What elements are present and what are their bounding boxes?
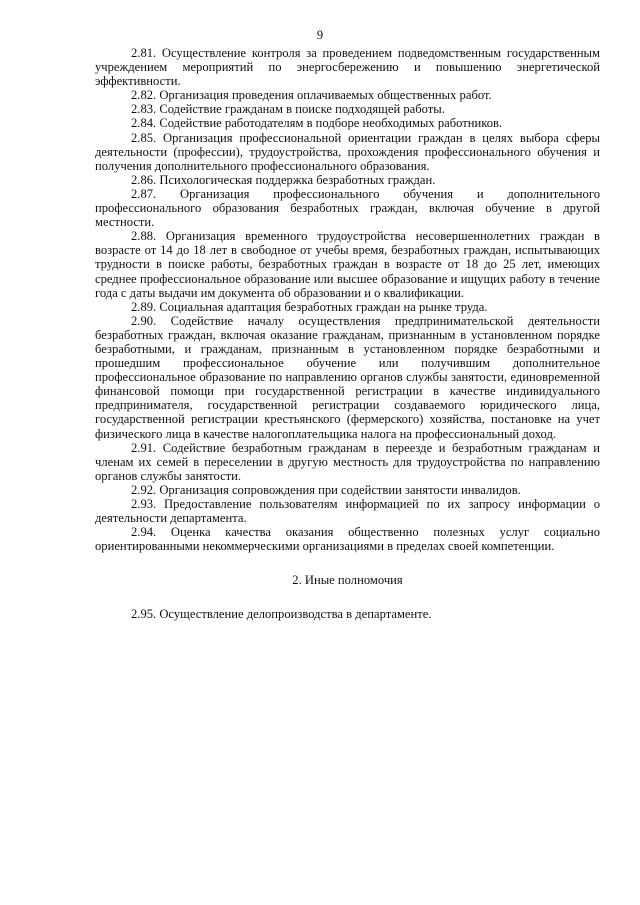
item-2-92: 2.92. Организация сопровождения при содействии занятости инвалидов. — [131, 482, 521, 497]
item-2-84: 2.84. Содействие работодателям в подборе необходимых работников. — [131, 116, 503, 131]
item-2-86: 2.86. Психологическая поддержка безработных граждан. — [131, 172, 436, 187]
item-2-88: 2.88. Организация временного трудоустройства несовершеннолетних граждан в возрасте от 14 до 18 лет в свободное от учебы время, безработных граждан, испытывающих трудности в поиске работы, безработных граждан в возрасте от 18 до 25 лет, имеющих среднее профессиональное образование или высшее образование и ищущих работу в течение года с даты выдачи им документа об образовании и о квалификации. — [95, 229, 600, 300]
item-2-83: 2.83. Содействие гражданам в поиске подходящей работы. — [131, 102, 445, 117]
item-2-94: 2.94. Оценка качества оказания общественно полезных услуг социально ориентированными некоммерческими организациями в пределах своей компетенции. — [95, 525, 600, 554]
document-body — [95, 46, 600, 622]
item-2-91: 2.91. Содействие безработным гражданам в переезде и безработным гражданам и членам их семей в переселении в другую местность для трудоустройства по направлению органов службы занятости. — [95, 440, 600, 483]
item-2-87: 2.87. Организация профессионального обучения и дополнительного профессионального образования безработных граждан, включая обучение в другой местности. — [95, 186, 600, 230]
item-2-93: 2.93. Предоставление пользователям информацией по их запросу информации о деятельности департамента. — [95, 497, 600, 526]
item-2-90: 2.90. Содействие началу осуществления предпринимательской деятельности безработных граждан, включая оказание гражданам, признанным в установленном порядке безработными, и гражданам, признанным в установленном порядке безработными и прошедшим профессиональное обучение или получившим дополнительное профессиональное образование по направлению органов службы занятости, единовременной финансовой помощи при государственной регистрации в качестве индивидуального предпринимателя, государственной регистрации создаваемого юридического лица, государственной регистрации крестьянского (фермерского) хозяйства, постановке на учет физического лица в качестве налогоплательщика налога на профессиональный доход. — [95, 313, 600, 441]
section-title: 2. Иные полномочия — [292, 573, 403, 588]
item-2-85: 2.85. Организация профессиональной ориентации граждан в целях выбора сферы деятельности (профессии), трудоустройства, прохождения профессионального обучения и получения дополнительного профессионального образования. — [95, 130, 600, 173]
item-2-82: 2.82. Организация проведения оплачиваемых общественных работ. — [131, 88, 492, 103]
item-2-89: 2.89. Социальная адаптация безработных граждан на рынке труда. — [131, 299, 488, 314]
page-number: 9 — [316, 28, 324, 42]
item-2-81: 2.81. Осуществление контроля за проведением подведомственным государственным учреждением мероприятий по энергосбережению и повышению энергетической эффективности. — [95, 46, 600, 89]
item-2-95: 2.95. Осуществление делопроизводства в департаменте. — [131, 607, 432, 622]
